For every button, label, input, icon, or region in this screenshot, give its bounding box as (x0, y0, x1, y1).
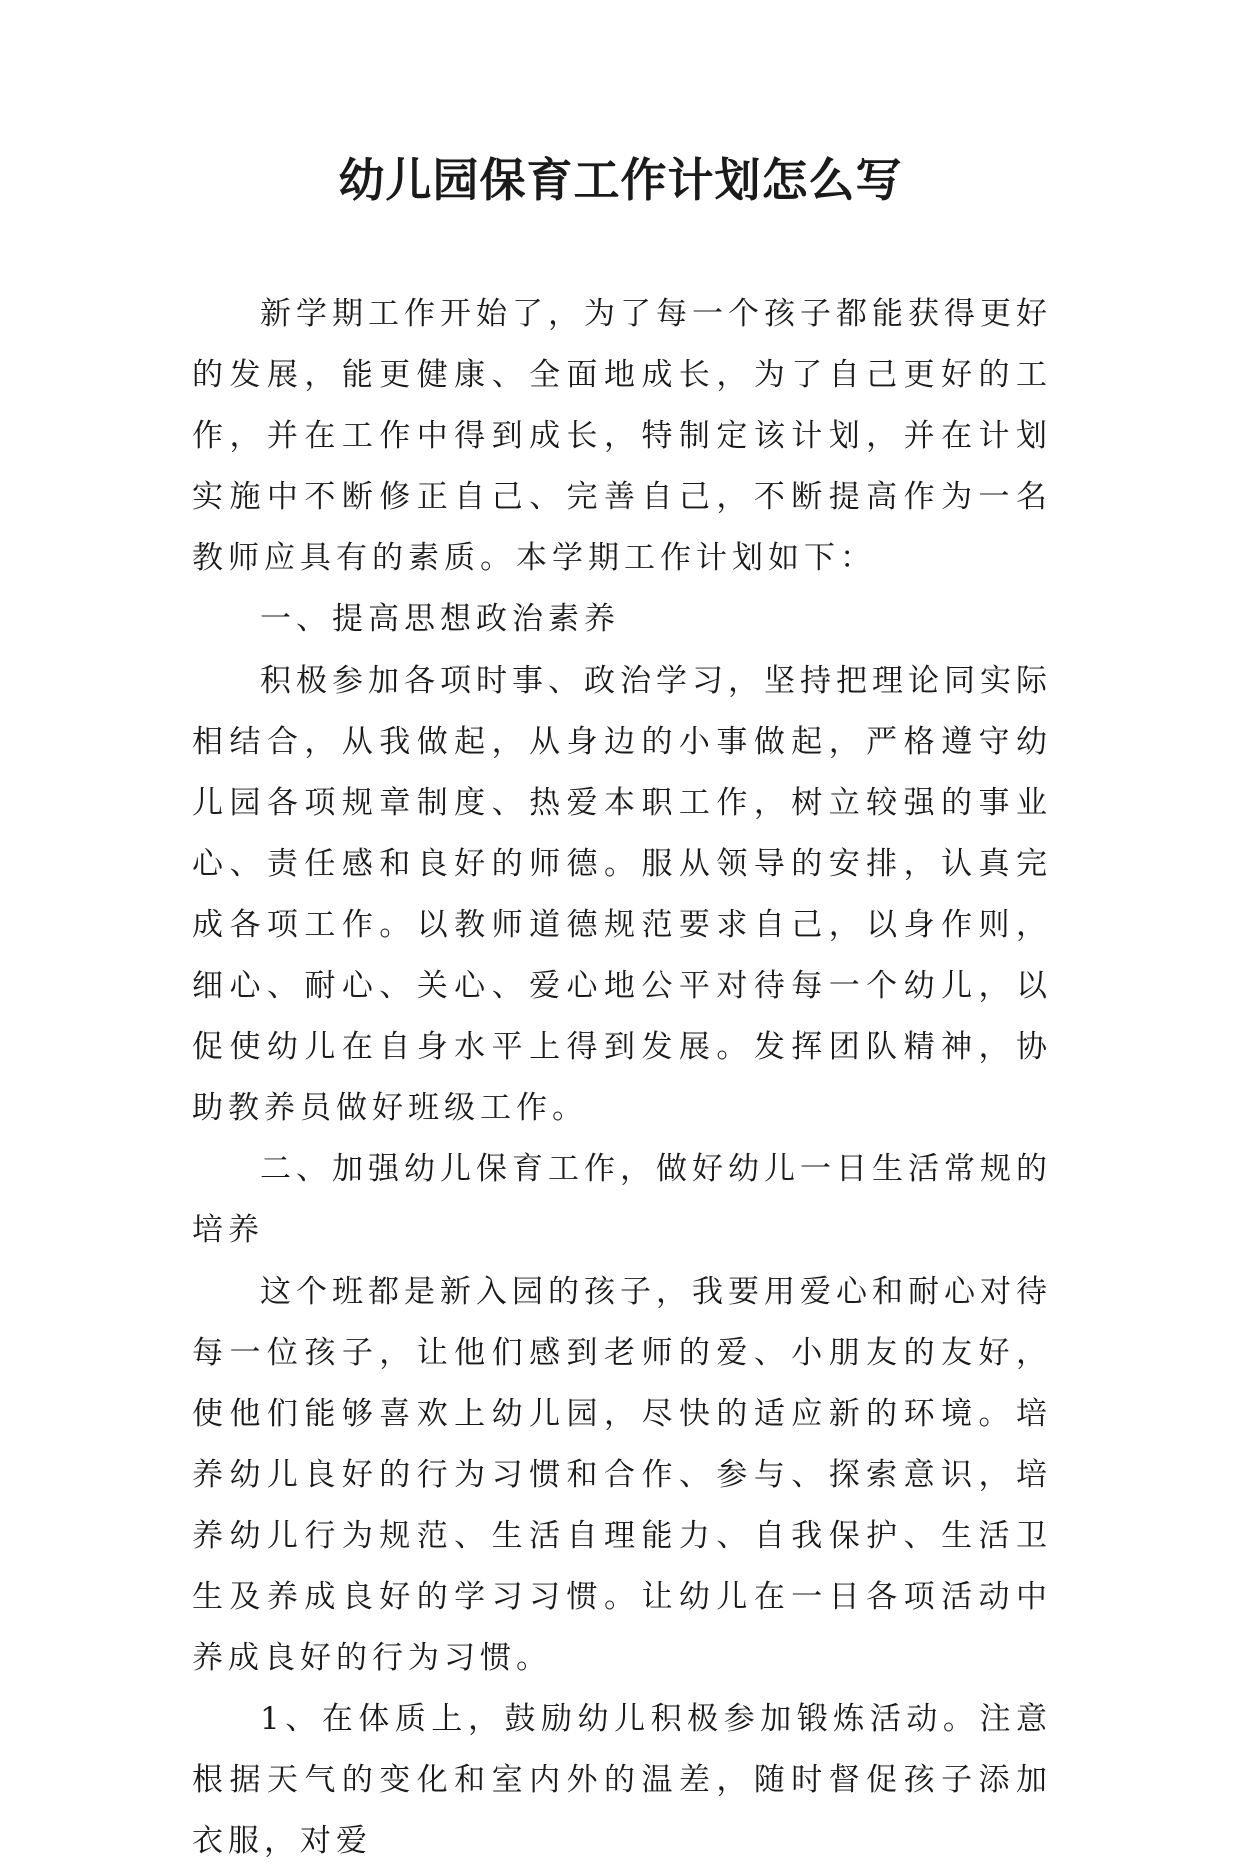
paragraph-section-1: 积极参加各项时事、政治学习，坚持把理论同实际相结合，从我做起，从身边的小事做起，严格遵守幼儿园各项规章制度、热爱本职工作，树立较强的事业心、责任感和良好的师德。服从领导的安排，认真完成各项工作。以教师道德规范要求自己，以身作则，细心、耐心、关心、爱心地公平对待每一个幼儿，以促使幼儿在自身水平上得到发展。发挥团队精神，协助教养员做好班级工作。 (192, 662, 1052, 1127)
paragraph-section-2: 这个班都是新入园的孩子，我要用爱心和耐心对待每一位孩子，让他们感到老师的爱、小朋友的友好，使他们能够喜欢上幼儿园，尽快的适应新的环境。培养幼儿良好的行为习惯和合作、参与、探索意识，培养幼儿行为规范、生活自理能力、自我保护、生活卫生及养成良好的学习习惯。让幼儿在一日各项活动中养成良好的行为习惯。 (192, 1273, 1052, 1677)
document-body (192, 284, 1052, 1872)
heading-section-1: 一、提高思想政治素养 (260, 601, 620, 638)
paragraph-intro: 新学期工作开始了，为了每一个孩子都能获得更好的发展，能更健康、全面地成长，为了自己更好的工作，并在工作中得到成长，特制定该计划，并在计划实施中不断修正自己、完善自己，不断提高作为一名教师应具有的素质。本学期工作计划如下： (192, 296, 1052, 577)
paragraph-item-1: 1、在体质上，鼓励幼儿积极参加锻炼活动。注意根据天气的变化和室内外的温差，随时督促孩子添加衣服，对爱 (192, 1701, 1052, 1860)
document-title: 幼儿园保育工作计划怎么写 (338, 153, 903, 207)
heading-section-2: 二、加强幼儿保育工作，做好幼儿一日生活常规的培养 (192, 1151, 1052, 1249)
